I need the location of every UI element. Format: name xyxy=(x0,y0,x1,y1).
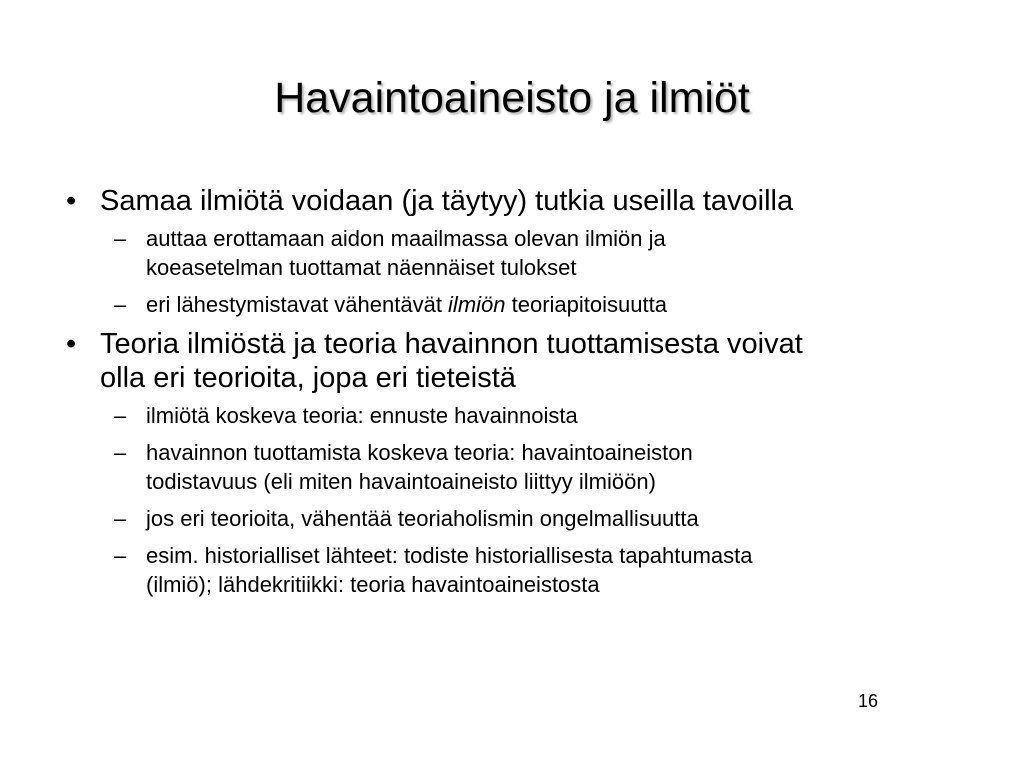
bullet-glyph: • xyxy=(66,185,77,217)
dash-glyph: – xyxy=(114,292,127,317)
sub-bullet-item xyxy=(60,504,960,533)
sub-bullet-line: (ilmiö); lähdekritiikki: teoria havaintoaineistosta xyxy=(146,572,600,597)
sub-bullet-line: esim. historialliset lähteet: todiste historiallisesta tapahtumasta xyxy=(146,543,753,568)
sub-bullet-emphasis: ilmiön xyxy=(448,292,506,317)
sub-bullet-item xyxy=(60,438,960,496)
bullet-item xyxy=(60,327,960,395)
bullet-item xyxy=(60,184,960,218)
slide-number: 16 xyxy=(857,691,878,711)
dash-glyph: – xyxy=(114,226,127,251)
sub-bullet-line: todistavuus (eli miten havaintoaineisto liittyy ilmiöön) xyxy=(146,469,656,494)
sub-bullet-item xyxy=(60,401,960,430)
sub-bullet-line: jos eri teorioita, vähentää teoriaholismin ongelmallisuutta xyxy=(146,506,699,531)
slide-title: Havaintoaineisto ja ilmiöt xyxy=(274,74,750,122)
bullet-line: Teoria ilmiöstä ja teoria havainnon tuottamisesta voivat xyxy=(100,328,803,360)
sub-bullet-item xyxy=(60,290,960,319)
bullet-glyph: • xyxy=(66,328,77,360)
sub-bullet-line: havainnon tuottamista koskeva teoria: havaintoaineiston xyxy=(146,440,693,465)
slide-content xyxy=(60,184,960,607)
sub-bullet-line: auttaa erottamaan aidon maailmassa olevan ilmiön ja xyxy=(146,226,666,251)
sub-bullet-text: teoriapitoisuutta xyxy=(505,292,667,317)
dash-glyph: – xyxy=(114,440,127,465)
sub-bullet-text: eri lähestymistavat vähentävät xyxy=(146,292,449,317)
sub-bullet-line: koeasetelman tuottamat näennäiset tulokset xyxy=(146,255,577,280)
dash-glyph: – xyxy=(114,543,127,568)
sub-bullet-line: ilmiötä koskeva teoria: ennuste havainnoista xyxy=(146,403,578,428)
dash-glyph: – xyxy=(114,506,127,531)
bullet-text: Samaa ilmiötä voidaan (ja täytyy) tutkia useilla tavoilla xyxy=(100,185,794,217)
sub-bullet-item xyxy=(60,224,960,282)
dash-glyph: – xyxy=(114,403,127,428)
sub-bullet-item xyxy=(60,541,960,599)
bullet-line: olla eri teorioita, jopa eri tieteistä xyxy=(100,362,516,394)
